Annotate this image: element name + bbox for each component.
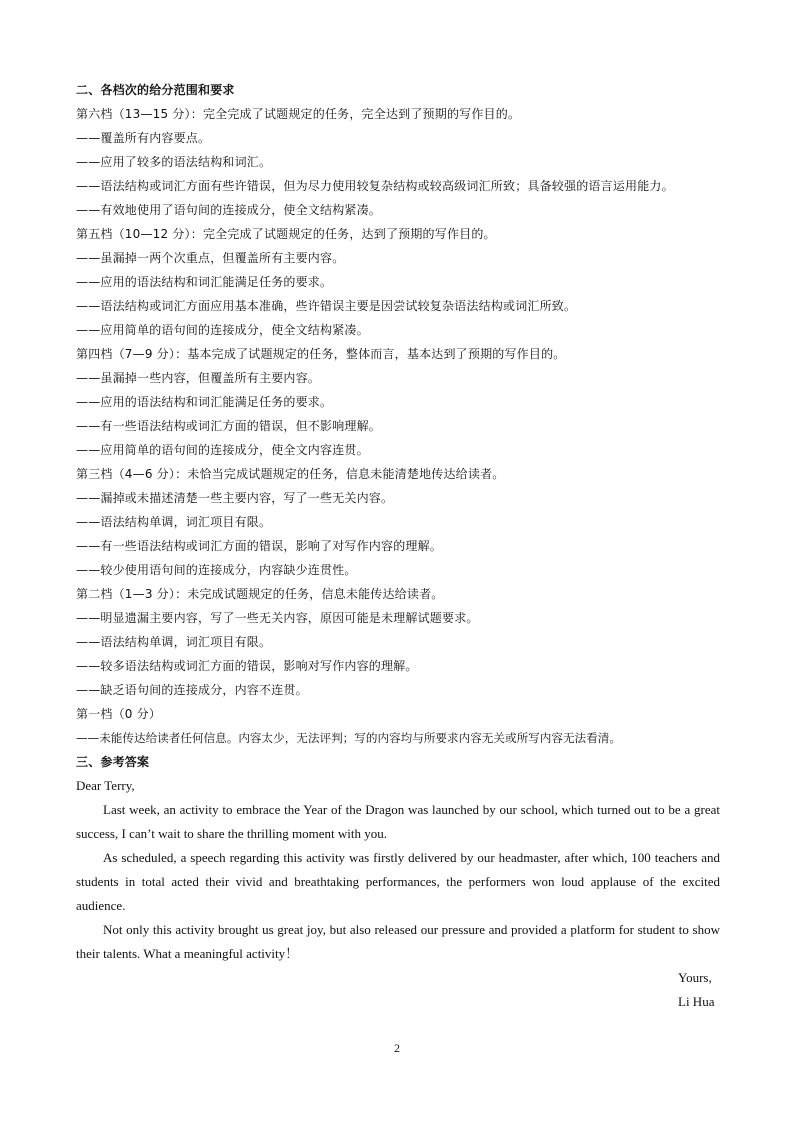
grade-2-item-2: ——语法结构单调，词汇项目有限。 [76,635,272,649]
grade-3-item-3: ——有一些语法结构或词汇方面的错误，影响了对写作内容的理解。 [76,539,443,553]
letter-salutation: Dear Terry, [76,778,135,793]
letter-closing: Yours, [678,970,712,985]
grade-6-item-4: ——有效地使用了语句间的连接成分，使全文结构紧凑。 [76,203,382,217]
letter-paragraph-2: As scheduled, a speech regarding this activity was firstly delivered by our headmaster, after which, 100 teachers and students in total acted their vivid and breathtaking performances, the performers won loud applause of the excited audience. [76,850,720,913]
grade-2-title: 第二档（1—3 分）：未完成试题规定的任务，信息未能传达给读者。 [76,587,444,601]
grade-5-item-4: ——应用简单的语句间的连接成分，使全文结构紧凑。 [76,323,369,337]
document-page [76,78,720,1014]
grade-5-item-3: ——语法结构或词汇方面应用基本准确，些许错误主要是因尝试较复杂语法结构或词汇所致。 [76,299,577,313]
grade-3-item-1: ——漏掉或未描述清楚一些主要内容，写了一些无关内容。 [76,491,394,505]
letter-paragraph-1: Last week, an activity to embrace the Year of the Dragon was launched by our school, which turned out to be a great success, I can’t wait to share the thrilling moment with you. [76,802,720,841]
grade-2-item-1: ——明显遗漏主要内容，写了一些无关内容，原因可能是未理解试题要求。 [76,611,479,625]
grade-5-title: 第五档（10—12 分）：完全完成了试题规定的任务，达到了预期的写作目的。 [76,227,496,241]
grade-5-item-1: ——虽漏掉一两个次重点，但覆盖所有主要内容。 [76,251,345,265]
grade-4-item-4: ——应用简单的语句间的连接成分，使全文内容连贯。 [76,443,369,457]
grade-3-title: 第三档（4—6 分）：未恰当完成试题规定的任务，信息未能清楚地传达给读者。 [76,467,505,481]
grade-6-item-1: ——覆盖所有内容要点。 [76,131,211,145]
grade-2-item-4: ——缺乏语句间的连接成分，内容不连贯。 [76,683,308,697]
grade-4-item-3: ——有一些语法结构或词汇方面的错误，但不影响理解。 [76,419,382,433]
grade-6-title: 第六档（13—15 分）：完全完成了试题规定的任务，完全达到了预期的写作目的。 [76,107,521,121]
grade-1-item-1: ——未能传达给读者任何信息。内容太少，无法评判；写的内容均与所要求内容无关或所写内容无法看清。 [76,731,621,745]
section-heading-answer: 三、参考答案 [76,755,150,769]
grade-5-item-2: ——应用的语法结构和词汇能满足任务的要求。 [76,275,333,289]
grade-6-item-2: ——应用了较多的语法结构和词汇。 [76,155,272,169]
grade-4-item-1: ——虽漏掉一些内容，但覆盖所有主要内容。 [76,371,321,385]
grade-3-item-4: ——较少使用语句间的连接成分，内容缺少连贯性。 [76,563,357,577]
section-heading-scoring: 二、各档次的给分范围和要求 [76,83,235,97]
grade-1-title: 第一档（0 分） [76,707,162,721]
grade-6-item-3: ——语法结构或词汇方面有些许错误，但为尽力使用较复杂结构或较高级词汇所致；具备较强的语言运用能力。 [76,179,674,193]
grade-2-item-3: ——较多语法结构或词汇方面的错误，影响对写作内容的理解。 [76,659,418,673]
grade-3-item-2: ——语法结构单调，词汇项目有限。 [76,515,272,529]
grade-4-title: 第四档（7—9 分）：基本完成了试题规定的任务，整体而言，基本达到了预期的写作目的。 [76,347,566,361]
grade-4-item-2: ——应用的语法结构和词汇能满足任务的要求。 [76,395,333,409]
letter-signature: Li Hua [678,994,715,1009]
page-number: 2 [394,1041,400,1055]
letter-paragraph-3: Not only this activity brought us great joy, but also released our pressure and provided a platform for student to show their talents. What a meaningful activity！ [76,922,720,961]
